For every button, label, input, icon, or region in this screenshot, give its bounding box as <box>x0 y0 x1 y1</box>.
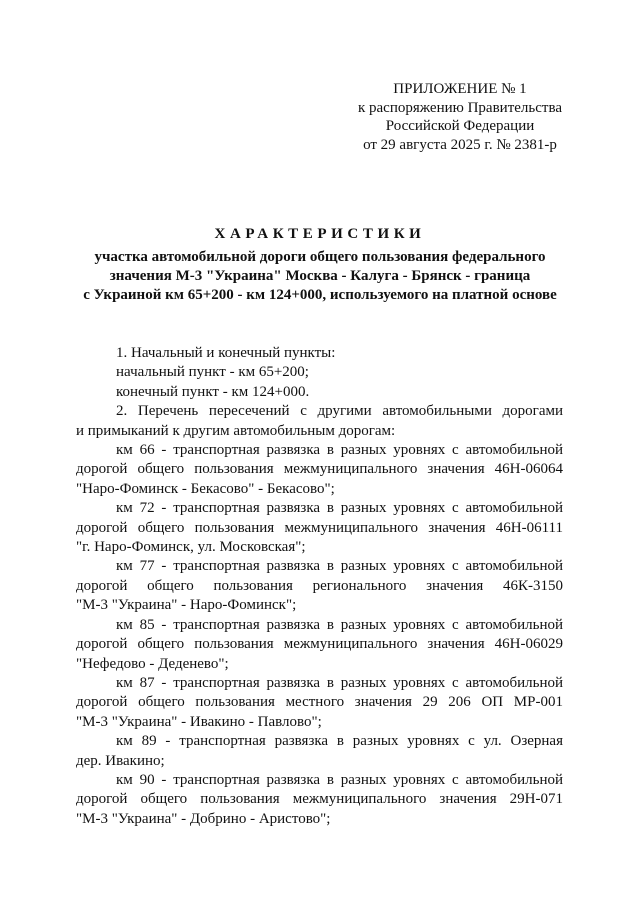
appendix-title: ПРИЛОЖЕНИЕ № 1 <box>393 81 527 97</box>
subtitle-line: участка автомобильной дороги общего пользования федерального <box>94 249 546 265</box>
item-line: дорогой общего пользования межмуниципального значения 46Н-06111 <box>76 519 563 536</box>
section-1-title: 1. Начальный и конечный пункты: <box>116 345 336 361</box>
item-line: км 85 - транспортная развязка в разных уровнях с автомобильной <box>116 616 563 633</box>
item-line: дорогой общего пользования местного значения 29 206 ОП МР-001 <box>76 694 563 711</box>
appendix-block <box>350 80 570 154</box>
start-point: начальный пункт - км 65+200; <box>116 364 309 381</box>
item-line: км 87 - транспортная развязка в разных уровнях с автомобильной <box>116 674 563 691</box>
item-line: "М-3 "Украина" - Ивакино - Павлово"; <box>76 713 322 730</box>
appendix-line: к распоряжению Правительства <box>357 99 562 116</box>
section-2-title-cont: и примыканий к другим автомобильным дорогам: <box>76 422 396 439</box>
subtitle-line: с Украиной км 65+200 - км 124+000, используемого на платной основе <box>83 287 557 303</box>
intersection-item <box>76 441 563 499</box>
section-2-title: 2. Перечень пересечений с другими автомобильными дорогами <box>116 403 563 420</box>
document-heading: ХАРАКТЕРИСТИКИ <box>214 226 426 242</box>
intersection-item <box>76 616 563 674</box>
item-line: "Нефедово - Деденево"; <box>76 655 229 672</box>
item-line: дорогой общего пользования межмуниципального значения 29Н-071 <box>76 791 563 808</box>
document-subtitle <box>60 248 580 305</box>
intersection-item <box>76 771 563 829</box>
item-line: "Наро-Фоминск - Бекасово" - Бекасово"; <box>76 480 335 497</box>
item-line: км 66 - транспортная развязка в разных уровнях с автомобильной <box>116 442 563 459</box>
appendix-date: от 29 августа 2025 г. № 2381-р <box>363 136 557 153</box>
item-line: км 77 - транспортная развязка в разных уровнях с автомобильной <box>116 558 563 575</box>
item-line: дер. Ивакино; <box>76 752 165 769</box>
item-line: км 90 - транспортная развязка в разных уровнях с автомобильной <box>116 771 563 788</box>
item-line: дорогой общего пользования межмуниципального значения 46Н-06029 <box>76 636 563 653</box>
document-body <box>76 344 563 829</box>
intersection-item <box>76 557 563 615</box>
item-line: "М-3 "Украина" - Наро-Фоминск"; <box>76 597 297 614</box>
item-line: дорогой общего пользования межмуниципального значения 46Н-06064 <box>76 461 563 478</box>
subtitle-line: значения М-3 "Украина" Москва - Калуга - Брянск - граница <box>109 268 531 284</box>
intersection-item <box>76 732 563 771</box>
end-point: конечный пункт - км 124+000. <box>116 383 310 400</box>
item-line: км 72 - транспортная развязка в разных уровнях с автомобильной <box>116 500 563 517</box>
intersection-item <box>76 674 563 732</box>
item-line: "г. Наро-Фоминск, ул. Московская"; <box>76 539 306 556</box>
item-line: дорогой общего пользования регионального значения 46К-3150 <box>76 577 563 594</box>
item-line: "М-3 "Украина" - Добрино - Аристово"; <box>76 810 331 827</box>
appendix-line: Российской Федерации <box>385 118 535 134</box>
intersection-item <box>76 499 563 557</box>
item-line: км 89 - транспортная развязка в разных уровнях с ул. Озерная <box>116 733 563 750</box>
